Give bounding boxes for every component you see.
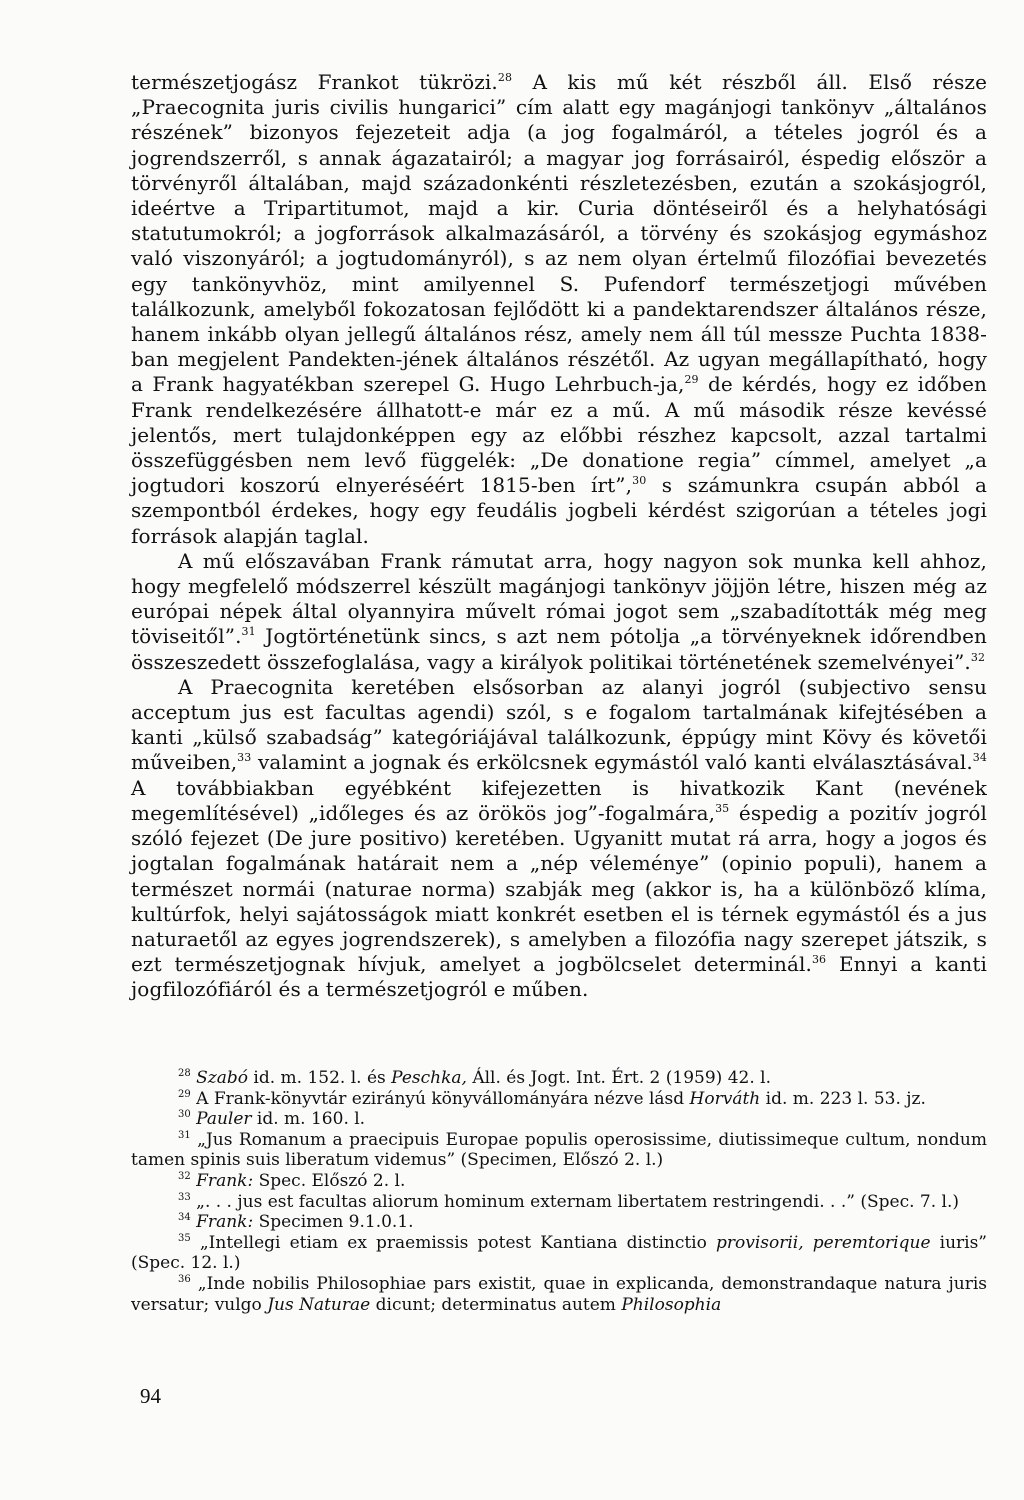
footnote-33 (131, 1192, 987, 1213)
italic-text: Horváth (689, 1088, 761, 1109)
text-run: Spec. Előszó 2. l. (253, 1170, 406, 1191)
italic-text: Philosophia (621, 1294, 722, 1315)
italic-text: Jus Naturae (267, 1294, 371, 1315)
text-run: id. m. 223 l. 53. jz. (760, 1088, 926, 1109)
footnote-ref: 33 (237, 751, 252, 765)
footnote-28 (131, 1068, 987, 1089)
footnote-ref: 36 (178, 1273, 191, 1285)
italic-text: Szabó (196, 1068, 248, 1088)
footnote-ref: 28 (497, 71, 513, 84)
text-run: Ennyi a kanti jogfilozófiáról és a természetjogról e műben. (131, 952, 987, 1002)
footnote-ref: 29 (684, 373, 699, 387)
footnote-ref: 34 (178, 1212, 191, 1224)
footnote-ref: 29 (178, 1088, 191, 1100)
text-run: Áll. és Jogt. Int. Ért. 2 (1959) 42. l. (466, 1068, 771, 1088)
footnote-ref: 31 (241, 625, 256, 639)
text-run: valamint a jognak és erkölcsnek egymástól való kanti elválasztásával. (251, 750, 973, 775)
text-run: éspedig a pozitív jogról szóló fejezet (De jure positivo) keretében. Ugyanitt mutat rá arra, hogy a jogos és jogtalan fogalmának határait nem a „nép véleménye” (opinio populi), hanem a természet normái (naturae norma) szabják meg (akkor is, ha a különböző klíma, kultúrfok, helyi sajátosságok miatt konkrét esetben el is térnek egymástól és a jus naturaetől az egyes jogrendszerek), s amelyben a filozófia nagy szerepet játszik, s ezt természetjognak hívjuk, amelyet a jogbölcselet determinál. (131, 800, 987, 977)
paragraph-2 (131, 549, 987, 675)
italic-text: Frank: (196, 1212, 254, 1233)
text-run: Specimen 9.1.0.1. (253, 1212, 414, 1233)
italic-text: Frank: (196, 1170, 254, 1191)
footnote-ref: 30 (178, 1109, 191, 1121)
footnote-ref: 35 (715, 801, 730, 815)
main-text (131, 70, 987, 1003)
paragraph-1 (131, 70, 987, 549)
italic-text: Pauler (196, 1109, 252, 1130)
text-run: dicunt; determinatus autem (370, 1294, 622, 1315)
footnote-ref: 35 (178, 1232, 191, 1244)
footnote-ref: 32 (970, 650, 986, 664)
text-run: A kis mű két részből áll. Első része „Praecognita juris civilis hungarici” cím alatt egy magánjogi tankönyv „általános részének” bizonyos fejezeteit adja (a jog fogalmáról, a tételes jogról és a jogrendszerről, s annak ágazatairól; a magyar jog forrásairól, éspedig először a törvényről általában, majd századonkénti részletezésben, ezután a szokásjogról, ideértve a Tripartitumot, majd a kir. Curia döntéseiről és a helyhatósági statutumokról; a jogforrások alkalmazásáról, a törvény és szokásjog egymáshoz való viszonyáról; a jogtudományról), s az nem olyan értelmű filozófiai bevezetés egy tankönyvhöz, mint amilyennel S. Pufendorf természetjogi művében találkozunk, amelyből fokozatosan fejlődött ki a pandektarendszer általános része, hanem inkább olyan jellegű általános rész, amely nem áll túl messze Puchta 1838-ban megjelent Pandekten-jének általános részétől. Az ugyan megállapítható, hogy a Frank hagyatékban szerepel G. Hugo Lehrbuch-ja, (131, 70, 987, 397)
paragraph-3 (131, 675, 987, 1003)
footnote-ref: 30 (632, 474, 647, 488)
footnote-31 (131, 1130, 987, 1171)
text-run: de kérdés, hogy ez időben Frank rendelkezésére állhatott-e már ez a mű. A mű második része kevéssé jelentős, mert tulajdonképpen egy az előbbi részhez kapcsolt, azzal tartalmi összefüggésben nem levő függelék: „De donatione regia” címmel, amelyet „a jogtudori koszorú elnyeréséért 1815-ben írt”, (131, 372, 987, 498)
text-run: id. m. 160. l. (251, 1109, 366, 1130)
text-run: „Inde nobilis Philosophiae pars existit, quae in explicanda, demonstrandaque natura juris versatur; vulgo (131, 1273, 987, 1315)
footnote-32 (131, 1171, 987, 1192)
text-run: s számunkra csupán abból a szempontból érdekes, hogy egy feudális jogbeli kérdést szigorúan a tételes jogi források alapján taglal. (131, 473, 987, 548)
footnote-ref: 31 (178, 1129, 191, 1141)
text-run: „Intellegi etiam ex praemissis potest Kantiana distinctio (190, 1232, 716, 1253)
text-run: „Jus Romanum a praecipuis Europae populis operosissime, diutissimeque cultum, nondum tamen spinis suis liberatum videmus” (Specimen, Előszó 2. l.) (131, 1129, 987, 1171)
footnote-34 (131, 1212, 987, 1233)
italic-text: Peschka, (391, 1068, 467, 1088)
footnote-ref: 36 (811, 953, 827, 967)
footnote-ref: 28 (178, 1068, 191, 1079)
footnote-35 (131, 1233, 987, 1274)
footnote-30 (131, 1109, 987, 1130)
text-run: természetjogász Frankot tükrözi. (131, 70, 498, 94)
text-run: Jogtörténetünk sincs, s azt nem pótolja „a törvényeknek időrendben összeszedett összefoglalása, vagy a királyok politikai történetének szemelvényei”. (131, 624, 987, 674)
footnote-ref: 34 (972, 751, 987, 765)
footnote-29 (131, 1089, 987, 1110)
footnotes (131, 1068, 987, 1315)
text-run: A Praecognita keretében elsősorban az alanyi jogról (subjectivo sensu acceptum jus est facultas agendi) szól, s e fogalom tartalmának kifejtésében a kanti „külső szabadság” kategóriájával találkozunk, éppúgy mint Kövy és követői műveiben, (131, 674, 987, 775)
italic-text: provisorii, peremtorique (715, 1232, 931, 1253)
text-run: A Frank-könyvtár ezirányú könyvállományára nézve lásd (190, 1088, 690, 1109)
text-run: A továbbiakban egyébként kifejezetten is hivatkozik Kant (nevének megemlítésével) „időleges és az örökös jog”-fogalmára, (131, 775, 987, 825)
text-run: iuris” (Spec. 12. l.) (131, 1232, 987, 1274)
footnote-36 (131, 1274, 987, 1315)
text-run: id. m. 152. l. és (248, 1068, 392, 1088)
footnote-ref: 33 (178, 1191, 191, 1203)
page-number: 94 (140, 1384, 161, 1408)
text-run: A mű előszavában Frank rámutat arra, hogy nagyon sok munka kell ahhoz, hogy megfelelő módszerrel készült magánjogi tankönyv jöjjön létre, hiszen még az európai népek által olyannyira művelt római jogot sem „szabadították még meg töviseitől”. (131, 548, 987, 649)
text-run: „. . . jus est facultas aliorum hominum externam libertatem restringendi. . .” (Spec. 7. l.) (190, 1191, 959, 1212)
footnote-ref: 32 (178, 1170, 191, 1182)
